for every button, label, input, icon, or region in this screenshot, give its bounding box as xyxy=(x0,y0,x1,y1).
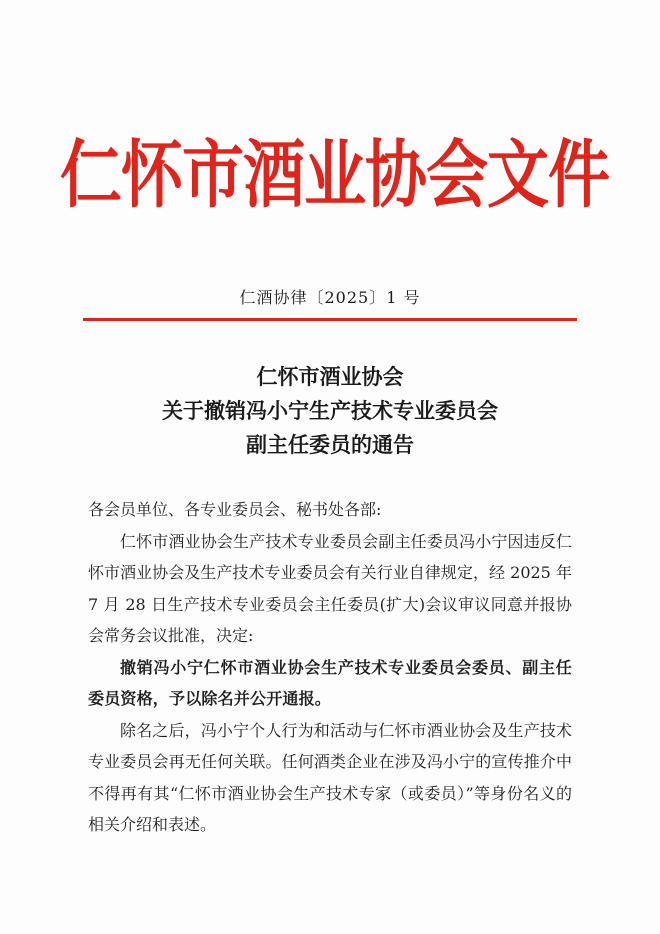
title-line-1: 仁怀市酒业协会 xyxy=(256,365,404,389)
paragraph-consequences: 除名之后，冯小宁个人行为和活动与仁怀市酒业协会及生产技术专业委员会再无任何关联。任何酒类企业在涉及冯小宁的宣传推介中不得再有其“仁怀市酒业协会生产技术专家（或委员）”等身份名义的相关介绍和表述。 xyxy=(88,720,572,834)
title-line-3: 副主任委员的通告 xyxy=(246,433,414,457)
paragraph-decision-basis: 仁怀市酒业协会生产技术专业委员会副主任委员冯小宁因违反仁怀市酒业协会及生产技术专业委员会有关行业自律规定，经 2025 年 7 月 28 日生产技术专业委员会主任委员(扩大)会议审议同意并报协会常务会议批准，决定: xyxy=(88,531,572,645)
masthead-title: 仁怀市酒业协会文件 xyxy=(60,131,610,218)
salutation: 各会员单位、各专业委员会、秘书处各部: xyxy=(88,500,382,519)
document-number: 仁酒协律〔2025〕1 号 xyxy=(239,288,421,307)
red-divider-line xyxy=(83,318,577,321)
notice-title xyxy=(0,360,660,462)
paragraph-decision-bold: 撤销冯小宁仁怀市酒业协会生产技术专业委员会委员、副主任委员资格，予以除名并公开通报。 xyxy=(88,657,572,708)
title-line-2: 关于撤销冯小宁生产技术专业委员会 xyxy=(162,399,498,423)
notice-body xyxy=(88,494,572,841)
